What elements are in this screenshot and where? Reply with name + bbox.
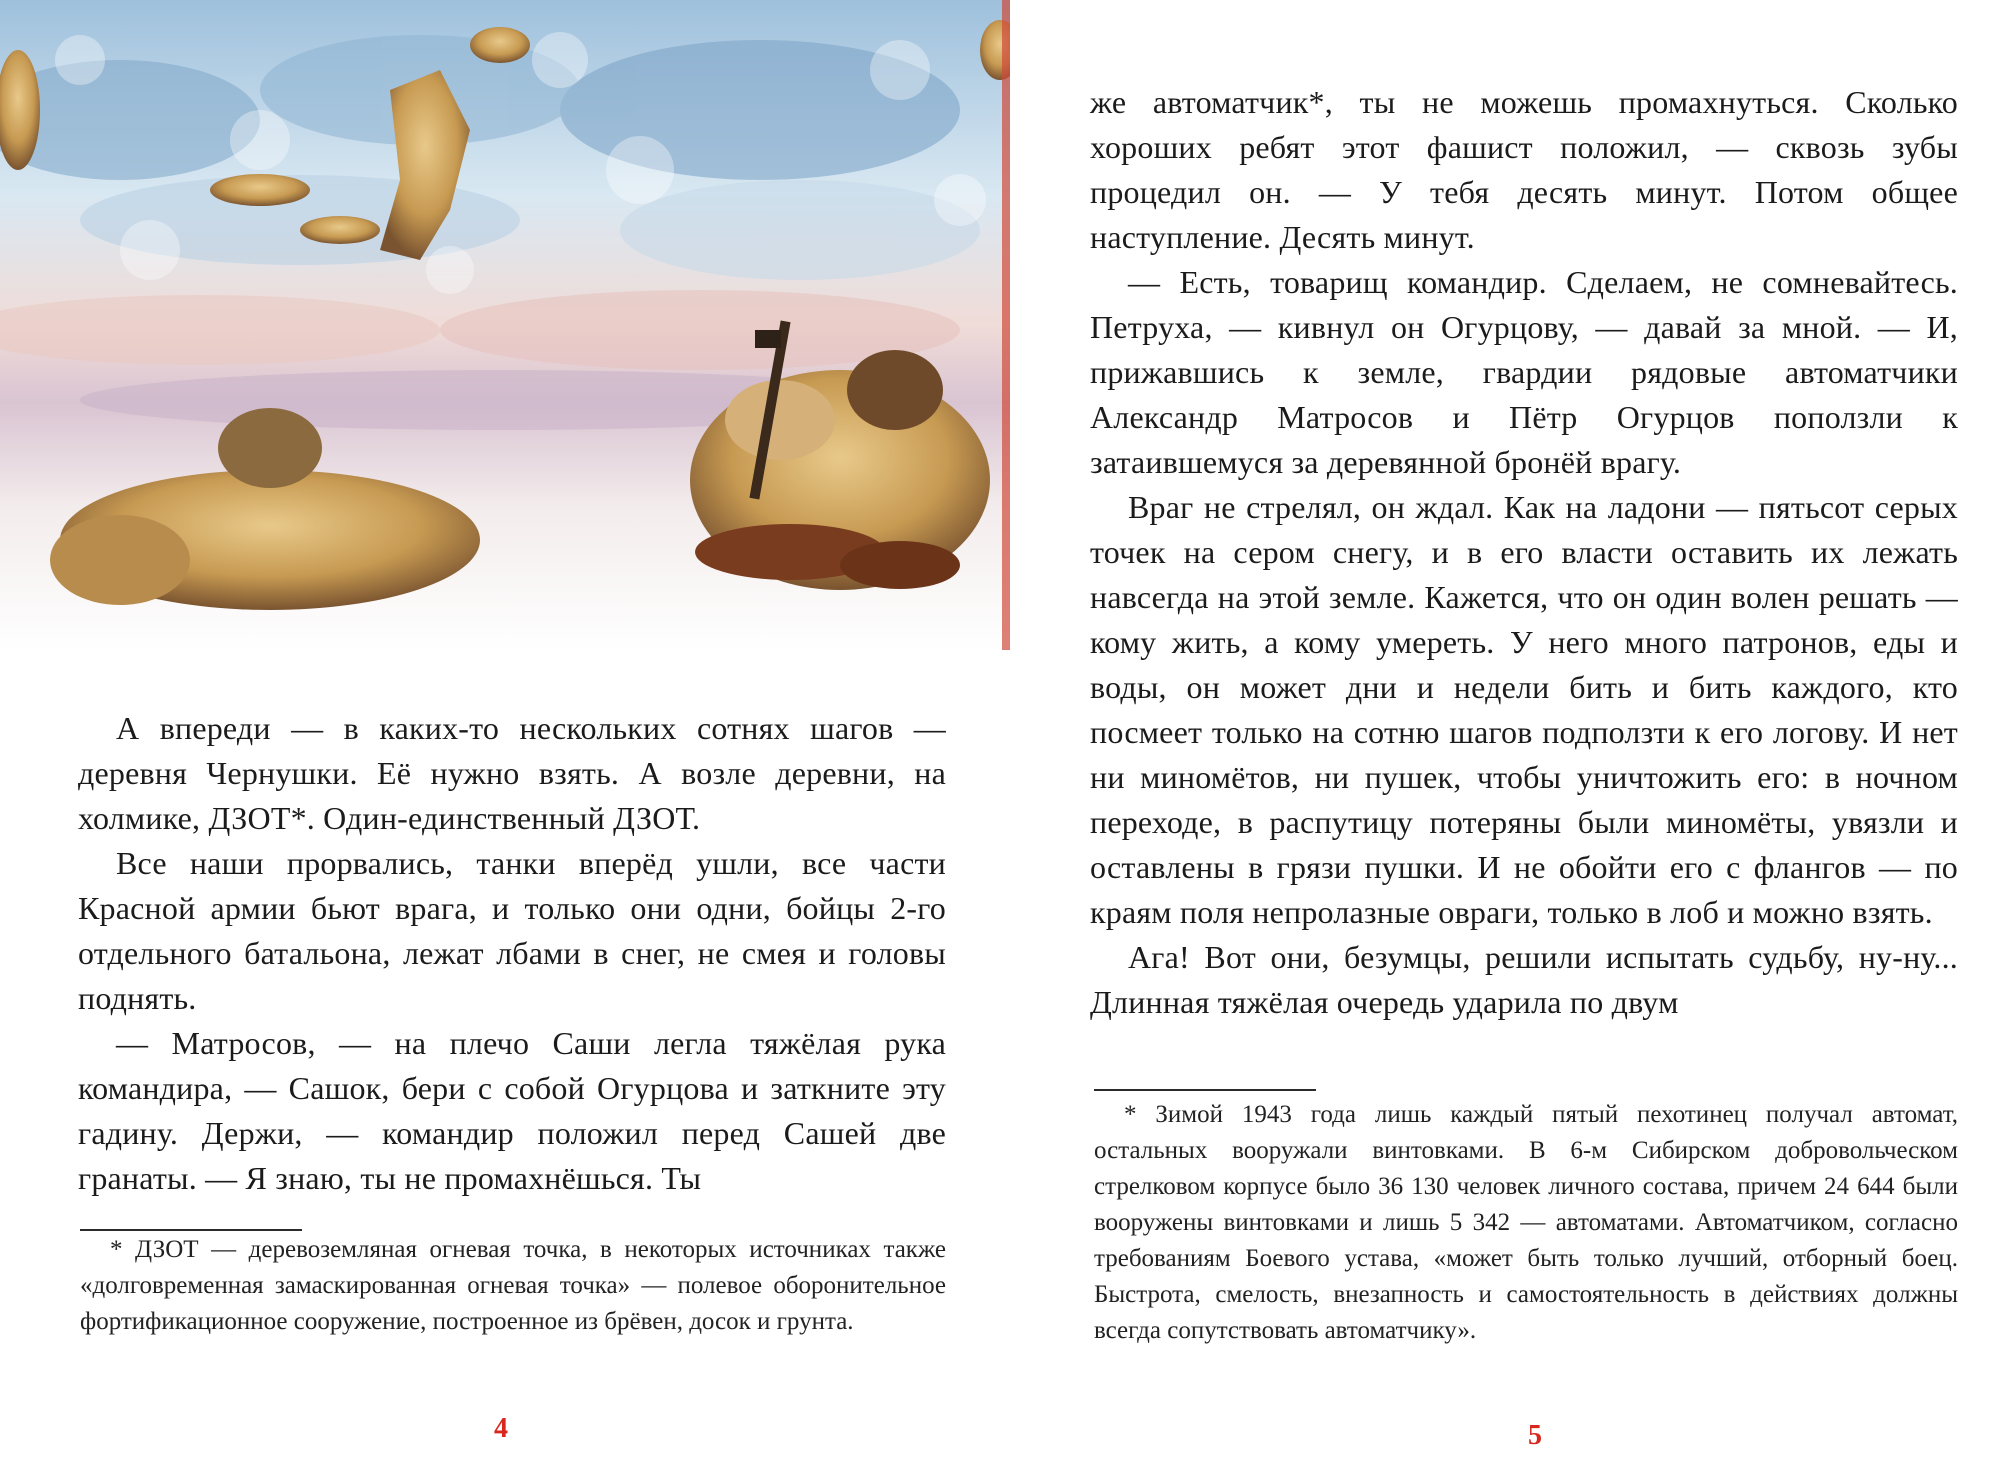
right-footnote-divider xyxy=(1094,1089,1316,1091)
right-page-number: 5 xyxy=(1528,1420,1542,1451)
illustration-svg xyxy=(0,0,1010,650)
right-paragraph-3: Враг не стрелял, он ждал. Как на ладони — пятьсот серых точек на сером снегу, и в его власти оставить их лежать навсегда на этой земле. Кажется, что он один волен решать — кому жить, а кому умереть. У него много патронов, еды и воды, он может дни и недели бить и бить каждого, кто посмеет только на сотню шагов подползти к его логову. И нет ни миномётов, ни пушек, чтобы уничтожить его: в ночном переходе, в распутицу потеряны были миномёты, увязли и оставлены в грязи пушки. И не обойти его с флангов — по краям поля непролазные овраги, только в лоб и можно взять. xyxy=(1090,489,1958,930)
right-paragraph-1: же автоматчик*, ты не можешь промахнуться. Сколько хороших ребят этот фашист положил, — сквозь зубы процедил он. — У тебя десять минут. Потом общее наступление. Десять минут. xyxy=(1090,84,1958,255)
left-body-text xyxy=(78,706,946,1201)
right-body-text xyxy=(1090,80,1958,1025)
right-paragraph-4: Ага! Вот они, безумцы, решили испытать судьбу, ну-ну... Длинная тяжёлая очередь ударила по двум xyxy=(1090,939,1958,1020)
left-page-number: 4 xyxy=(494,1413,508,1444)
right-paragraph-2: — Есть, товарищ командир. Сделаем, не сомневайтесь. Петруха, — кивнул он Огурцову, — давай за мной. — И, прижавшись к земле, гвардии рядовые автоматчики Александр Матросов и Пётр Огурцов поползли к затаившемуся за деревянной бронёй врагу. xyxy=(1090,264,1958,480)
left-paragraph-2: Все наши прорвались, танки вперёд ушли, все части Красной армии бьют врага, и только они одни, бойцы 2-го отдельного батальона, лежат лбами в снег, не смея и головы поднять. xyxy=(78,845,946,1016)
snow-battlefield-illustration xyxy=(0,0,1010,650)
left-footnote-text: * ДЗОТ — деревоземляная огневая точка, в некоторых источниках также «долговременная замаскированная огневая точка» — полевое оборонительное фортификационное сооружение, построенное из брёвен, досок и грунта. xyxy=(80,1236,946,1335)
right-page xyxy=(1000,0,2000,1480)
left-paragraph-3: — Матросов, — на плечо Саши легла тяжёлая рука командира, — Сашок, бери с собой Огурцова и заткните эту гадину. Держи, — командир положил перед Сашей две гранаты. — Я знаю, ты не промахнёшься. Ты xyxy=(78,1025,946,1196)
left-footnote xyxy=(80,1232,946,1340)
right-footnote xyxy=(1094,1097,1958,1349)
right-footnote-text: * Зимой 1943 года лишь каждый пятый пехотинец получал автомат, остальных вооружали винтовками. В 6-м Сибирском добровольческом стрелковом корпусе было 36 130 человек личного состава, причем 24 644 были вооружены винтовками и лишь 5 342 — автоматами. Автоматчиком, согласно требованиям Боевого устава, «может быть только лучший, отборный боец. Быстрота, смелость, внезапность и самостоятельность в действиях должны всегда сопутствовать автоматчику». xyxy=(1094,1101,1958,1344)
left-paragraph-1: А впереди — в каких-то нескольких сотнях шагов — деревня Чернушки. Её нужно взять. А возле деревни, на холмике, ДЗОТ*. Один-единственный ДЗОТ. xyxy=(78,710,946,836)
left-footnote-divider xyxy=(80,1229,302,1231)
